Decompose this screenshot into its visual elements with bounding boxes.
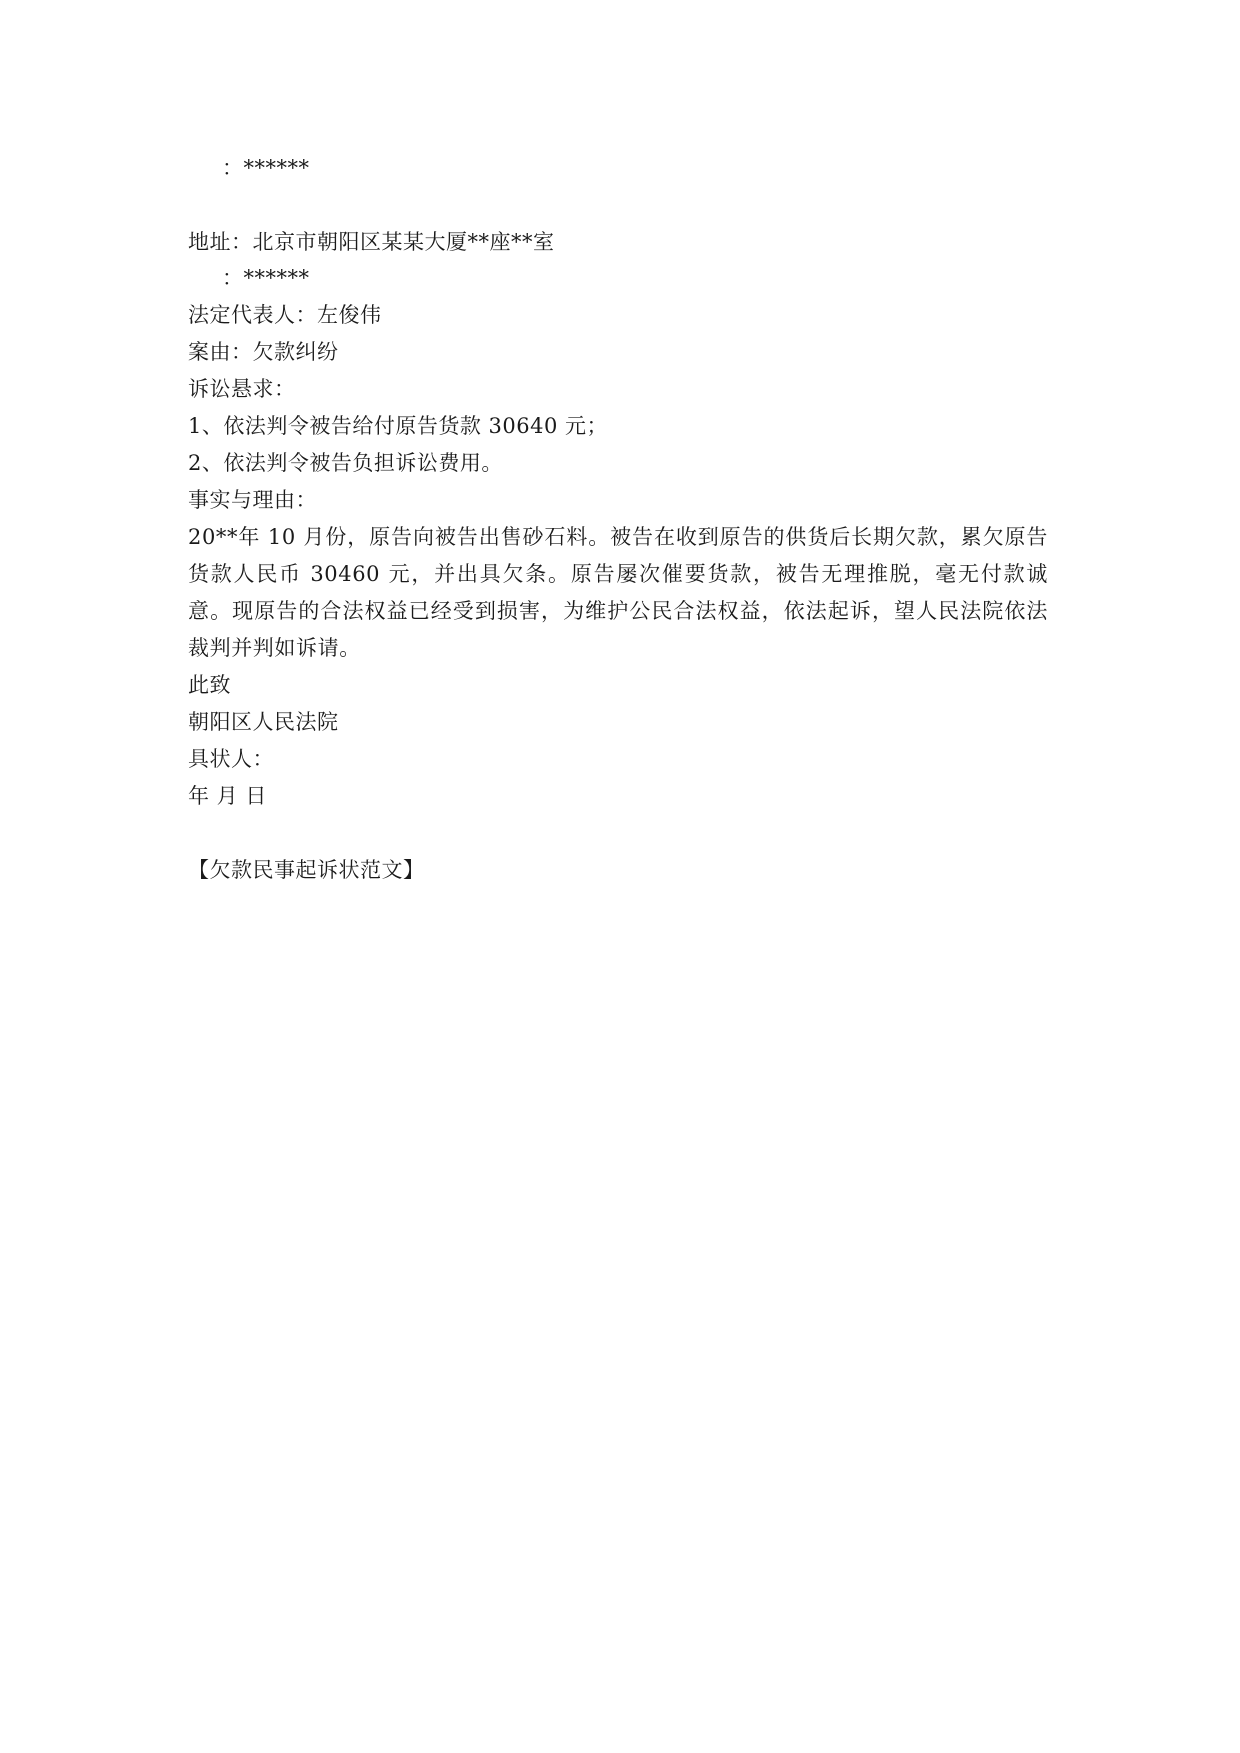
date-line: 年 月 日 xyxy=(188,784,267,808)
claim-item-1: 1、依法判令被告给付原告货款 30640 元； xyxy=(188,414,609,438)
address-line: 地址：北京市朝阳区某某大厦**座**室 xyxy=(188,230,555,254)
salutation: 此致 xyxy=(188,673,231,697)
claims-heading: 诉讼悬求： xyxy=(188,377,296,401)
masked-field-1: ：****** xyxy=(222,156,310,180)
cause-line: 案由：欠款纠纷 xyxy=(188,340,339,364)
masked-field-2: ：****** xyxy=(222,266,310,290)
signer-line: 具状人： xyxy=(188,747,274,771)
court-name: 朝阳区人民法院 xyxy=(188,710,339,734)
legal-representative-line: 法定代表人：左俊伟 xyxy=(188,303,382,327)
facts-heading: 事实与理由： xyxy=(188,488,317,512)
claim-item-2: 2、依法判令被告负担诉讼费用。 xyxy=(188,451,503,475)
footer-title: 【欠款民事起诉状范文】 xyxy=(188,858,425,882)
facts-paragraph: 20**年 10 月份，原告向被告出售砂石料。被告在收到原告的供货后长期欠款，累欠原告货款人民币 30460 元，并出具欠条。原告屡次催要货款，被告无理推脱，毫无付款诚意。现原告的合法权益已经受到损害，为维护公民合法权益，依法起诉，望人民法院依法裁判并判如诉请。 xyxy=(188,525,1048,660)
